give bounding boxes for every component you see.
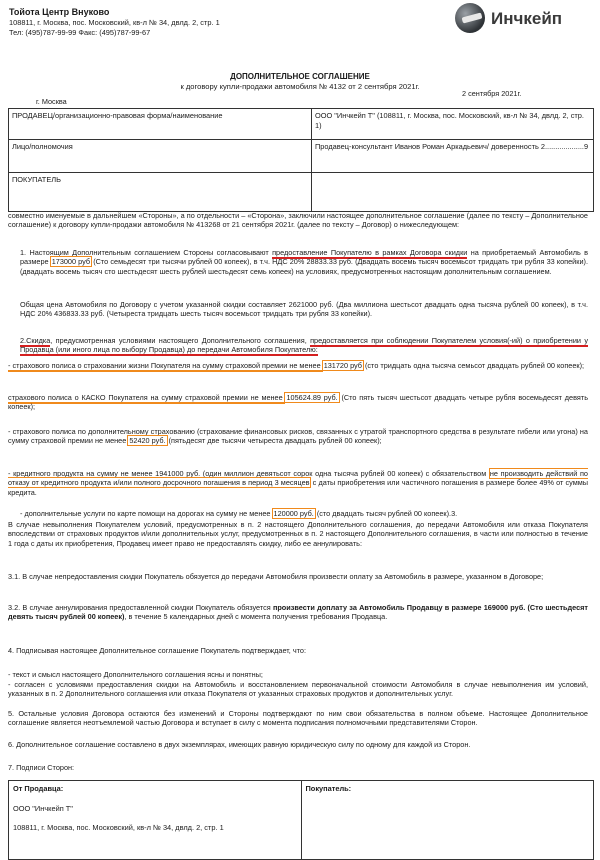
intro-paragraph: совместно именуемые в дальнейшем «Стороны», а по отдельности – «Сторона», заключили настоящее дополнительное соглашение (далее по тексту – Дополнительное соглашение) к договору купли-продажи автомобиля № 413268 от 21 сентября 2021г. (далее по тексту – Договор) о нижеследующем: — [8, 211, 588, 230]
document-date: 2 сентября 2021г. — [462, 89, 522, 98]
clause-1-text-cont: на приобретаемый Автомобиль в размере — [20, 248, 588, 267]
kasko-words: (Сто пять тысяч шестьсот двадцать четыре рубля восемьдесят девять копеек); — [8, 393, 589, 412]
clause-1-text-end: (Сто семьдесят три тысячи рублей 00 копеек), в т.ч. НДС 20% 28833.33 руб. (Двадцать восемь тысяч восемьсот тридцать три рубля 33 копейки). (двадцать восемь тысяч сто шестьдесят шесть рублей шестьдесят семь копеек) на условиях, предусмотренных настоящим дополнительным соглашением. — [20, 257, 588, 276]
document-subtitle: к договору купли-продажи автомобиля № 4132 от 2 сентября 2021г. — [180, 82, 420, 91]
clause-1-discount-phrase: предоставление Покупателю в рамках Договора скидки — [272, 248, 468, 257]
clause-1-total-price: Общая цена Автомобиля по Договору с учетом указанной скидки составляет 2621000 руб. (Два миллиона шестьсот двадцать одна тысяча рублей 00 копеек), в т.ч. НДС 20% 436833.33 руб. (Четыреста тридцать шесть тысяч восемьсот тридцать три рубля 33 копейки). — [20, 300, 588, 319]
seller-signature-label: От Продавца: — [13, 784, 64, 793]
clause-5: 5. Остальные условия Договора остаются без изменений и Стороны подтверждают по ним свои обязательства в полном объеме. Настоящее Дополнительное соглашение является неотъемлемой частью Договора и вступает в силу с момента подписания полномочными представителями Сторон. — [8, 709, 588, 728]
condition-gap-insurance — [8, 427, 588, 446]
party-row-representative — [9, 140, 594, 173]
discount-amount: 173000 руб — [51, 257, 91, 267]
clause-3-2-text: 3.2. В случае аннулирования предоставленной скидки Покупатель обязуется — [8, 603, 273, 612]
kasko-text: страхового полиса о КАСКО Покупателя на сумму страховой премии не менее — [8, 393, 286, 402]
clause-2-discount-word: 2.Скидка — [20, 336, 51, 345]
seller-address: 108811, г. Москва, пос. Московский, кв-л № 34, двлд. 2, стр. 1 — [13, 823, 224, 833]
condition-life-insurance — [8, 361, 588, 370]
clause-4-a: - текст и смысл настоящего Дополнительного соглашения ясны и понятны; — [8, 670, 263, 679]
life-insurance-amount: 131720 руб — [323, 361, 362, 370]
condition-kasko — [8, 393, 588, 412]
seller-signature-cell — [9, 781, 302, 860]
parties-table — [8, 108, 594, 212]
clause-1-text: 1. Настоящим Дополнительным соглашением Стороны согласовывают — [20, 248, 273, 257]
clause-3-2 — [8, 603, 588, 622]
clause-4-b: - согласен с условиями предоставления скидки на Автомобиль и восстановлением первоначальной стоимости Автомобиля в случае невыполнения им условий, указанных в п. 2 Дополнительного соглашения или отказа Покупателя от указанных страховых продуктов и дополнительных услуг. — [8, 680, 588, 699]
party-label: ПОКУПАТЕЛЬ — [9, 173, 312, 212]
gap-insurance-words: (пятьдесят две тысячи четыреста двадцать рублей 00 копеек); — [166, 436, 382, 446]
dealer-phone: Тел: (495)787-99-99 Факс: (495)787-99-67 — [9, 28, 151, 37]
gap-insurance-amount: 52420 руб. — [129, 436, 166, 446]
logo-emblem-icon — [455, 3, 485, 33]
party-value: ООО "Инчкейп Т" (108811, г. Москва, пос. Московский, кв-л № 34, двлд. 2, стр. 1) — [312, 109, 594, 140]
clause-3-2-surcharge: произвести доплату за Автомобиль Продавцу в размере 169000 руб. (Сто шестьдесят девять тысяч рублей 00 копеек) — [8, 603, 588, 622]
clause-4: 4. Подписывая настоящее Дополнительное соглашение Покупатель подтверждает, что: — [8, 646, 306, 655]
document-title: ДОПОЛНИТЕЛЬНОЕ СОГЛАШЕНИЕ — [230, 72, 370, 81]
logo-text: Инчкейп — [491, 9, 563, 28]
clause-1 — [20, 248, 588, 276]
signature-table — [8, 780, 594, 860]
buyer-signature-label: Покупатель: — [305, 784, 352, 793]
road-assistance-words: (сто двадцать тысяч рублей 00 копеек).3. — [314, 509, 458, 518]
credit-text: - кредитного продукта на сумму не менее 1941000 руб. (один миллион девятьсот сорок одна тысяча рублей 00 копеек) с обязательством — [8, 469, 489, 478]
inchcape-logo — [455, 3, 595, 37]
party-value — [312, 173, 594, 212]
road-assistance-amount: 120000 руб. — [273, 509, 314, 518]
clause-3: В случае невыполнения Покупателем условий, предусмотренных в п. 2 настоящего Дополнительного соглашения, до передачи Автомобиля или отказа Покупателя впоследствии от страховых продуктов и/или дополнительных услуг, предусмотренных в п. 2 настоящего Дополнительного соглашения, в части или полностью в течение 1 года с даты их приобретения, Продавец имеет право не предоставлять скидку, либо ее аннулировать: — [8, 520, 588, 548]
document-city: г. Москва — [36, 97, 67, 106]
clause-3-1: 3.1. В случае непредоставления скидки Покупатель обязуется до передачи Автомобиля произвести оплату за Автомобиль в размере, указанном в Договоре; — [8, 572, 544, 581]
life-insurance-words: (сто тридцать одна тысяча семьсот двадцать рублей 00 копеек); — [362, 361, 585, 370]
credit-obligation: не производить действий по отказу от кредитного продукта и/или полного досрочного погашения в период 3 месяцев — [8, 469, 588, 488]
road-assistance-text: - дополнительные услуги по карте помощи на дорогах на сумму не менее — [20, 509, 273, 518]
clause-3-2-text-end: , в течение 5 календарных дней с момента получения требования Продавца. — [124, 612, 388, 622]
clause-7: 7. Подписи Сторон: — [8, 763, 75, 772]
credit-text-end: с даты приобретения или частичного погашения в размере более 49% от суммы кредита. — [8, 478, 588, 497]
clause-2-text: , предусмотренная условиями настоящего Дополнительного соглашения, — [50, 336, 311, 345]
gap-insurance-text: - страхового полиса по дополнительному страхованию (страхование финансовых рисков, связанных с утратой транспортного средства в результате гибели или угона) на сумму страховой премии не менее — [8, 427, 588, 446]
dealer-name: Тойота Центр Внуково — [9, 7, 110, 17]
party-row-seller — [9, 109, 594, 140]
clause-6: 6. Дополнительное соглашение составлено в двух экземплярах, имеющих равную юридическую силу по одному для каждой из Сторон. — [8, 740, 471, 749]
clause-2 — [20, 336, 588, 355]
life-insurance-text: - страхового полиса о страховании жизни Покупателя на сумму страховой премии не менее — [8, 361, 323, 370]
condition-credit — [8, 469, 588, 497]
seller-company: ООО "Инчкейп Т" — [13, 803, 73, 813]
party-row-buyer — [9, 173, 594, 212]
kasko-amount: 105624.89 руб. — [286, 393, 338, 402]
party-label: ПРОДАВЕЦ/организационно-правовая форма/наименование — [9, 109, 312, 140]
dealer-address: 108811, г. Москва, пос. Московский, кв-л № 34, двлд. 2, стр. 1 — [9, 18, 220, 27]
clause-2-condition: предоставляется при соблюдении Покупателем условия(-ий) о приобретении у Продавца (или иного лица по выбору Продавца) до передачи Автомобиля Покупателю: — [20, 336, 588, 355]
buyer-signature-cell — [301, 781, 594, 860]
party-value: Продавец-консультант Иванов Роман Аркадьевич/ доверенность 2...................9 — [312, 140, 594, 173]
condition-road-assistance — [20, 509, 588, 518]
party-label: Лицо/полномочия — [9, 140, 312, 173]
